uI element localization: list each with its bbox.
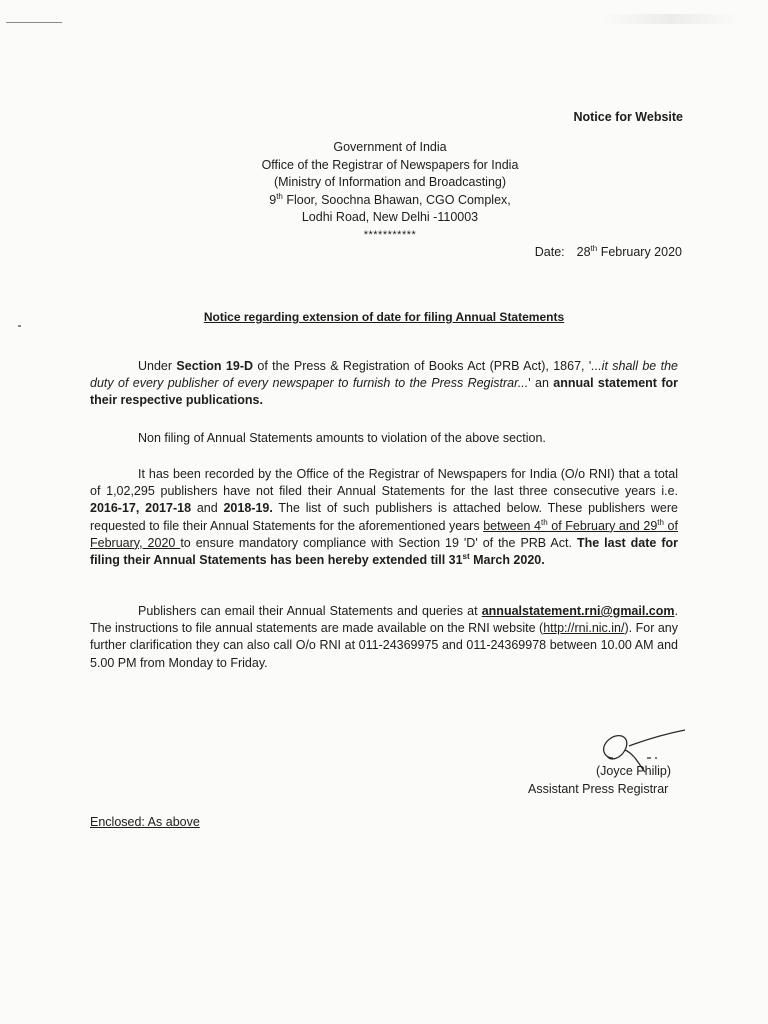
letterhead-line-address1: 9th Floor, Soochna Bhawan, CGO Complex,: [269, 191, 511, 207]
paragraph-contact-info: Publishers can email their Annual Statements and queries at annualstatement.rni@gmail.com. The instructions to file annual statements are made available on the RNI website (http://rni.nic.in/). For any further clarification they can also call O/o RNI at 011-24369975 and 011-24369978 between 10.00 AM and 5.00 PM from Monday to Friday.: [90, 604, 678, 670]
letterhead-line-address2: Lodhi Road, New Delhi -110003: [301, 210, 479, 225]
notice-for-website-label: Notice for Website: [573, 110, 683, 124]
notice-subject: Notice regarding extension of date for filing Annual Statements: [203, 310, 565, 324]
date-value: 28th February 2020: [576, 243, 682, 259]
signatory-title: Assistant Press Registrar: [528, 782, 669, 796]
paragraph-non-filing: Non filing of Annual Statements amounts to violation of the above section.: [138, 431, 546, 445]
email-link[interactable]: annualstatement.rni@gmail.com: [481, 604, 675, 618]
date-line: [535, 245, 682, 259]
paragraph-section-19d: Under Section 19-D of the Press & Registration of Books Act (PRB Act), 1867, '...it shall be the duty of every publisher of every newspaper to furnish to the Press Registrar...' an annual statement for their respective publications.: [90, 359, 678, 408]
letterhead-line-government: Government of India: [333, 140, 447, 154]
scan-artifact-line: [6, 22, 62, 23]
scan-artifact-smudge: [600, 14, 740, 24]
paragraph-publishers-recorded: It has been recorded by the Office of the Registrar of Newspapers for India (O/o RNI) that a total of 1,02,295 publishers have not filed their Annual Statements for the last three consecutive years i.e. 2016-17, 2017-18 and 2018-19. The list of such publishers is attached below. These publishers were requested to file their Annual Statements for the aforementioned years between 4th of February and 29th of February, 2020 to ensure mandatory compliance with Section 19 'D' of the PRB Act. The last date for filing their Annual Statements has been hereby extended till 31st March 2020.: [90, 467, 679, 568]
letterhead-stars: ***********: [363, 228, 417, 241]
rni-website-link[interactable]: http://rni.nic.in/: [543, 621, 625, 636]
signatory-name: (Joyce Philip): [596, 764, 672, 778]
scan-artifact-dot: [18, 325, 21, 327]
letterhead-line-office: Office of the Registrar of Newspapers for India: [261, 157, 519, 172]
enclosed-note: Enclosed: As above: [90, 815, 200, 829]
letterhead: [240, 139, 540, 245]
letterhead-line-ministry: (Ministry of Information and Broadcasting): [273, 175, 507, 190]
date-label: Date:: [534, 245, 565, 259]
